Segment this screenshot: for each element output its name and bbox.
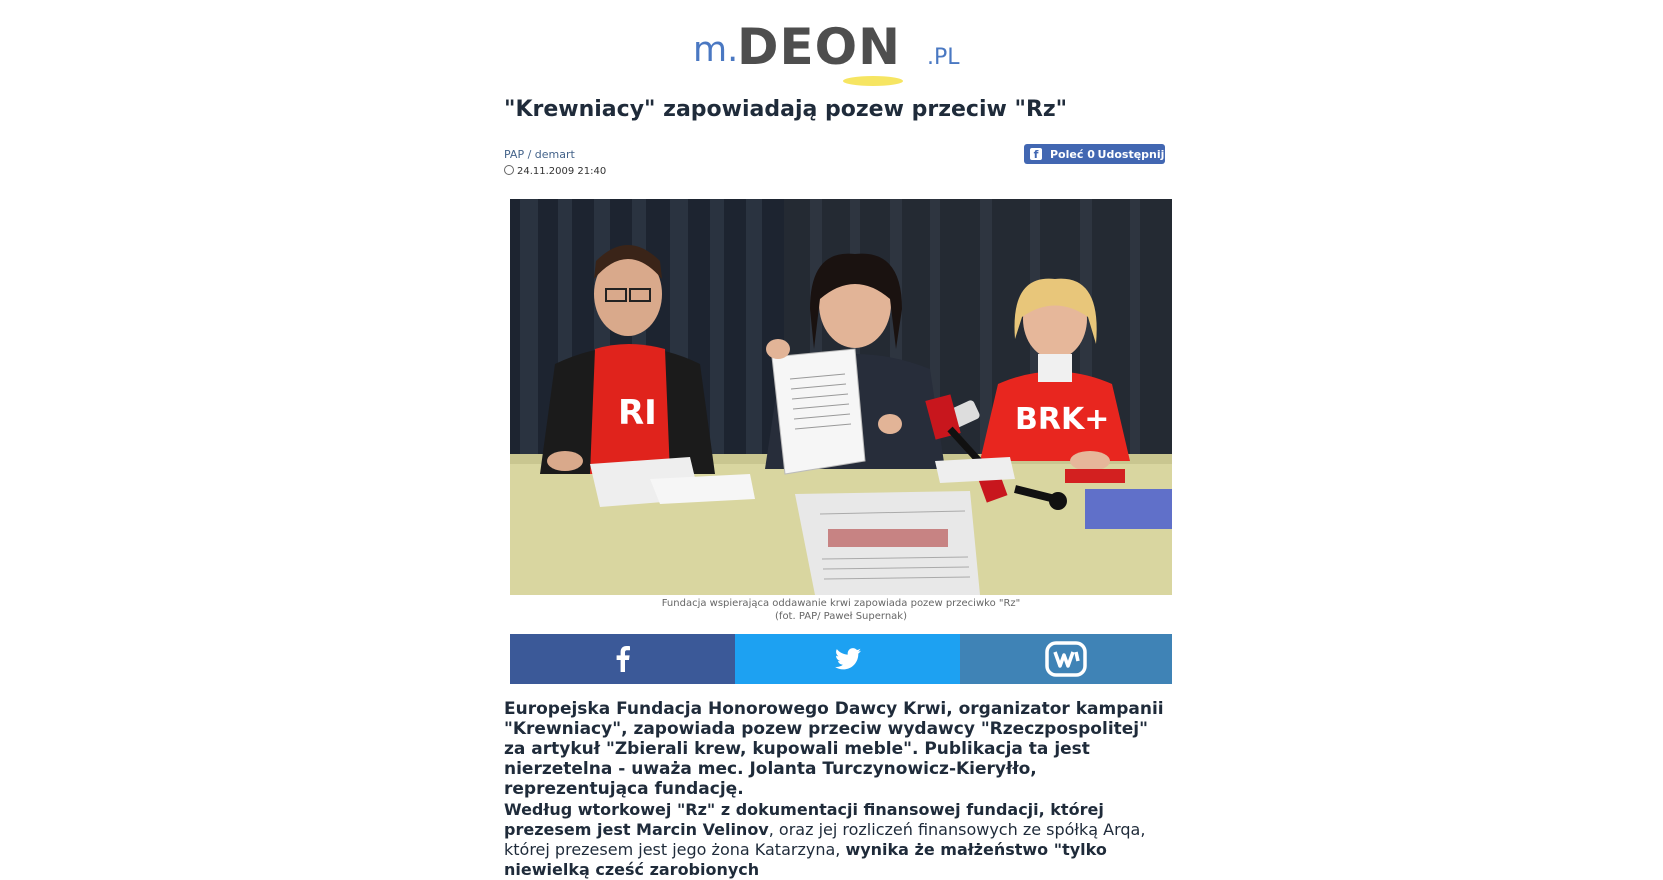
share-wykop-button[interactable] [960, 634, 1172, 684]
article-meta [504, 148, 606, 177]
facebook-icon: f [1030, 148, 1042, 160]
facebook-share-button[interactable] [1097, 144, 1165, 164]
article-body-bold-1: Według wtorkowej "Rz" z dokumentacji finansowej fundacji, której prezesem jest Marcin Velinov [504, 800, 1104, 839]
facebook-like-label: Poleć 0 [1050, 147, 1095, 161]
facebook-icon [616, 646, 630, 672]
article-body-text-1: , oraz jej rozliczeń finansowych ze spółką Arqa, której prezesem jest jego żona Katarzyna, [504, 820, 1146, 859]
facebook-like-button[interactable] [1024, 144, 1104, 164]
share-bar [510, 634, 1172, 684]
photo-caption [510, 597, 1172, 623]
article-body-bold-2: wynika że małżeństwo "tylko niewielką cześć zarobionych [504, 840, 1107, 879]
article-source[interactable]: PAP / demart [504, 148, 575, 161]
clock-icon [504, 165, 514, 175]
logo-suffix: .PL [927, 45, 960, 70]
article-photo [510, 199, 1172, 595]
logo-prefix: m. [693, 30, 739, 70]
photo-caption-text: Fundacja wspierająca oddawanie krwi zapowiada pozew przeciwko "Rz" [661, 598, 1021, 609]
press-conference-illustration [510, 199, 1172, 595]
article-lead: Europejska Fundacja Honorowego Dawcy Krwi, organizator kampanii "Krewniacy", zapowiada pozew przeciw wydawcy "Rzeczpospolitej" za artykuł "Zbierali krew, kupowali meble". Publikacja ta jest nierzetelna - uważa mec. Jolanta Turczynowicz-Kieryłło, reprezentująca fundację. [504, 699, 1164, 799]
photo-credit: (fot. PAP/ Paweł Supernak) [775, 611, 907, 622]
wykop-icon [1045, 641, 1087, 677]
article-body [504, 800, 1166, 880]
site-logo[interactable] [693, 18, 983, 80]
facebook-share-label: Udostępnij [1097, 147, 1165, 161]
article-date: 24.11.2009 21:40 [517, 166, 607, 177]
article-date-row [504, 165, 606, 177]
logo-sun-shape [843, 76, 903, 86]
share-facebook-button[interactable] [510, 634, 735, 684]
share-twitter-button[interactable] [735, 634, 960, 684]
logo-brand: DEON [737, 18, 902, 76]
twitter-icon [835, 648, 861, 670]
article-title: "Krewniacy" zapowiadają pozew przeciw "Rz" [504, 97, 1068, 122]
shirt-text-left: RI [618, 393, 657, 433]
shirt-text-right: BRK+ [1015, 402, 1110, 437]
